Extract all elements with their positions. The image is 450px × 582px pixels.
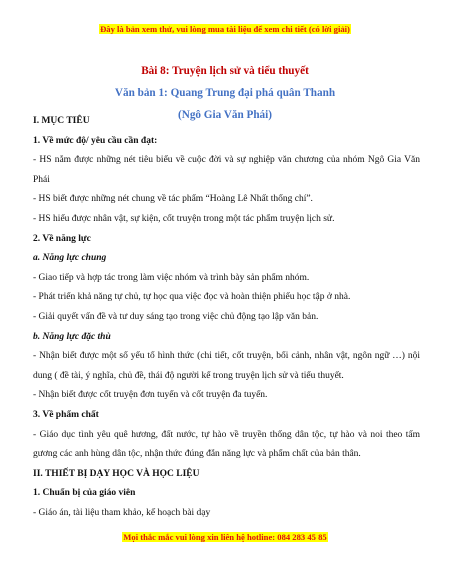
paragraph: - Giáo án, tài liệu tham khảo, kế hoạch bài dạy (33, 507, 211, 518)
hotline-banner (0, 532, 450, 542)
paragraph: - HS nắm được những nét tiêu biểu về cuộc đời và sự nghiệp văn chương của nhóm Ngô Gia Văn Phái (33, 155, 420, 185)
sub-heading: b. Năng lực đặc thù (33, 331, 111, 342)
paragraph: - Giao tiếp và hợp tác trong làm việc nhóm và trình bày sản phẩm nhóm. (33, 272, 310, 283)
document-body (33, 112, 420, 523)
subsection-heading: 1. Về mức độ/ yêu cầu cần đạt: (33, 135, 158, 146)
paragraph: - HS biết được những nét chung về tác phẩm “Hoàng Lê Nhất thống chí”. (33, 194, 313, 205)
paragraph: - Giáo dục tình yêu quê hương, đất nước, tự hào về truyền thống dân tộc, tự hào và noi theo tấm gương các anh hùng dân tộc, nhận thức đúng đắn năng lực và phẩm chất của bản thân. (33, 429, 420, 460)
paragraph: - Nhận biết được cốt truyện đơn tuyến và cốt truyện đa tuyến. (33, 390, 268, 401)
subsection-heading: 1. Chuẩn bị của giáo viên (33, 488, 136, 499)
text-title: Văn bản 1: Quang Trung đại phá quân Thanh (114, 87, 336, 99)
subsection-heading: 2. Về năng lực (33, 233, 91, 244)
author-line: (Ngô Gia Văn Phái) (178, 109, 272, 121)
paragraph: - Nhận biết được một số yếu tố hình thức (chi tiết, cốt truyện, bối cảnh, nhân vật, ngôn ngữ …) nội dung ( đề tài, ý nghĩa, chủ đề, thái độ người kể trong truyện lịch sử và tiểu thuyết. (33, 351, 420, 381)
subsection-heading: 3. Về phẩm chất (33, 409, 99, 420)
paragraph: - HS hiểu được nhân vật, sự kiện, cốt truyện trong một tác phẩm truyện lịch sử. (33, 213, 335, 224)
section-heading: II. THIẾT BỊ DẠY HỌC VÀ HỌC LIỆU (33, 468, 200, 479)
section-heading: I. MỤC TIÊU (33, 116, 90, 126)
paragraph: - Giải quyết vấn đề và tư duy sáng tạo trong việc chủ động tạo lập văn bản. (33, 311, 319, 322)
preview-notice-text: Đây là bản xem thử, vui lòng mua tài liệu để xem chi tiết (có lời giải) (100, 24, 350, 34)
preview-notice-banner (0, 24, 450, 34)
paragraph: - Phát triển khả năng tự chủ, tự học qua việc đọc và hoàn thiện phiếu học tập ở nhà. (33, 292, 351, 303)
hotline-text: Mọi thắc mắc vui lòng xin liên hệ hotline: 084 283 45 85 (123, 532, 327, 542)
lesson-title: Bài 8: Truyện lịch sử và tiểu thuyết (141, 65, 309, 77)
sub-heading: a. Năng lực chung (33, 253, 107, 264)
